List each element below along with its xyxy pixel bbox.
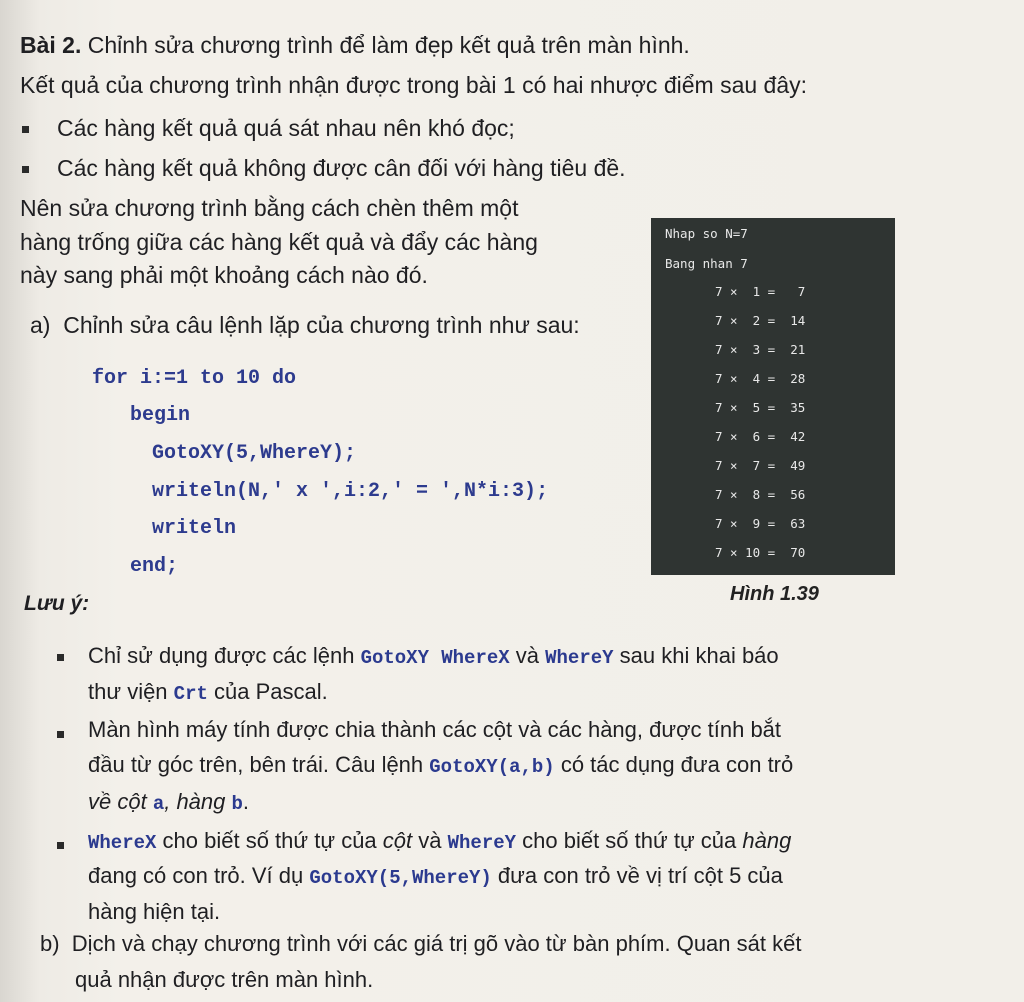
exercise-label: Bài 2. bbox=[20, 32, 82, 58]
code-term: a bbox=[152, 793, 165, 815]
part-a bbox=[30, 310, 580, 340]
note-text: và bbox=[509, 643, 546, 668]
code-term: GotoXY(a,b) bbox=[429, 756, 555, 778]
console-row: 7 × 10 = 70 bbox=[715, 545, 806, 560]
code-term: WhereY bbox=[545, 647, 614, 669]
note-item-1-line-2 bbox=[88, 677, 328, 709]
advice-line-1: Nên sửa chương trình bằng cách chèn thêm một bbox=[20, 195, 519, 221]
bullet-icon bbox=[57, 842, 64, 849]
part-b-text: Dịch và chạy chương trình với các giá trị gõ vào từ bàn phím. Quan sát kết bbox=[71, 931, 802, 956]
part-b-line-2: quả nhận được trên màn hình. bbox=[75, 967, 374, 992]
bullet-icon bbox=[57, 731, 64, 738]
bullet-icon bbox=[57, 654, 64, 661]
exercise-heading bbox=[20, 30, 690, 60]
console-row: 7 × 6 = 42 bbox=[715, 429, 806, 444]
code-line-4: writeln(N,' x ',i:2,' = ',N*i:3); bbox=[152, 480, 549, 503]
code-term: GotoXY bbox=[360, 647, 429, 669]
note-text: đang có con trỏ. Ví dụ bbox=[88, 863, 310, 888]
console-row: 7 × 1 = 7 bbox=[715, 284, 806, 299]
bullet-icon bbox=[22, 166, 29, 173]
note-text: của Pascal. bbox=[207, 679, 328, 704]
note-text: cột bbox=[382, 828, 413, 853]
note-item-2-line-3 bbox=[88, 787, 249, 819]
advice-line-3: này sang phải một khoảng cách nào đó. bbox=[20, 262, 428, 288]
note-label: Lưu ý: bbox=[24, 592, 90, 615]
console-row: 7 × 9 = 63 bbox=[715, 516, 806, 531]
exercise-title: Chỉnh sửa chương trình để làm đẹp kết quả trên màn hình. bbox=[81, 32, 690, 58]
code-term: WhereY bbox=[447, 832, 517, 854]
note-item-2-line-2 bbox=[88, 750, 793, 782]
note-text: có tác dụng đưa con trỏ bbox=[554, 752, 794, 777]
note-text: sau khi khai báo bbox=[613, 643, 779, 668]
console-output-figure bbox=[651, 218, 895, 575]
drawback-item-1: Các hàng kết quả quá sát nhau nên khó đọc; bbox=[57, 115, 515, 141]
note-item-2-line-1: Màn hình máy tính được chia thành các cột và các hàng, được tính bắt bbox=[88, 717, 782, 742]
note-text: hàng bbox=[742, 828, 792, 853]
console-row: 7 × 4 = 28 bbox=[715, 371, 806, 386]
code-term: WhereX bbox=[441, 647, 510, 669]
drawback-item-2: Các hàng kết quả không được cân đối với hàng tiêu đề. bbox=[57, 155, 626, 181]
part-a-label: a) bbox=[30, 312, 51, 338]
figure-caption: Hình 1.39 bbox=[730, 583, 819, 605]
note-text: . bbox=[242, 789, 250, 814]
part-b-label: b) bbox=[40, 931, 60, 956]
advice-line-2: hàng trống giữa các hàng kết quả và đẩy các hàng bbox=[20, 229, 538, 255]
note-item-3-line-3: hàng hiện tại. bbox=[88, 899, 221, 924]
note-item-3-line-1 bbox=[88, 826, 791, 858]
code-line-1: for i:=1 to 10 do bbox=[92, 367, 297, 390]
code-line-3: GotoXY(5,WhereY); bbox=[152, 442, 357, 465]
note-text: đầu từ góc trên, bên trái. Câu lệnh bbox=[88, 752, 430, 777]
note-item-3-line-2 bbox=[88, 861, 783, 893]
code-term: GotoXY(5,WhereY) bbox=[309, 867, 492, 889]
console-row: 7 × 2 = 14 bbox=[715, 313, 806, 328]
note-text: cho biết số thứ tự của bbox=[516, 828, 743, 853]
code-term: Crt bbox=[173, 683, 208, 705]
console-title: Bang nhan 7 bbox=[665, 256, 748, 271]
part-b-line-1 bbox=[40, 929, 801, 959]
code-term: WhereX bbox=[88, 832, 157, 854]
console-row: 7 × 8 = 56 bbox=[715, 487, 806, 502]
console-row: 7 × 3 = 21 bbox=[715, 342, 806, 357]
code-line-6: end; bbox=[130, 555, 179, 578]
bullet-icon bbox=[22, 126, 29, 133]
code-line-5: writeln bbox=[152, 517, 237, 540]
note-text: thư viện bbox=[88, 679, 174, 704]
console-prompt: Nhap so N=7 bbox=[665, 226, 748, 241]
note-text: và bbox=[412, 828, 448, 853]
note-item-1-line-1 bbox=[88, 641, 779, 673]
console-row: 7 × 5 = 35 bbox=[715, 400, 806, 415]
console-row: 7 × 7 = 49 bbox=[715, 458, 806, 473]
part-a-text: Chỉnh sửa câu lệnh lặp của chương trình như sau: bbox=[63, 312, 580, 338]
code-line-2: begin bbox=[130, 404, 191, 427]
note-text: đưa con trỏ về vị trí cột 5 của bbox=[491, 863, 783, 888]
note-text: Chỉ sử dụng được các lệnh bbox=[88, 643, 361, 668]
note-text: về cột bbox=[88, 789, 153, 814]
note-text: cho biết số thứ tự của bbox=[156, 828, 383, 853]
note-text: , hàng bbox=[164, 789, 232, 814]
code-term: b bbox=[231, 793, 243, 815]
intro-text: Kết quả của chương trình nhận được trong bài 1 có hai nhược điểm sau đây: bbox=[20, 72, 808, 98]
